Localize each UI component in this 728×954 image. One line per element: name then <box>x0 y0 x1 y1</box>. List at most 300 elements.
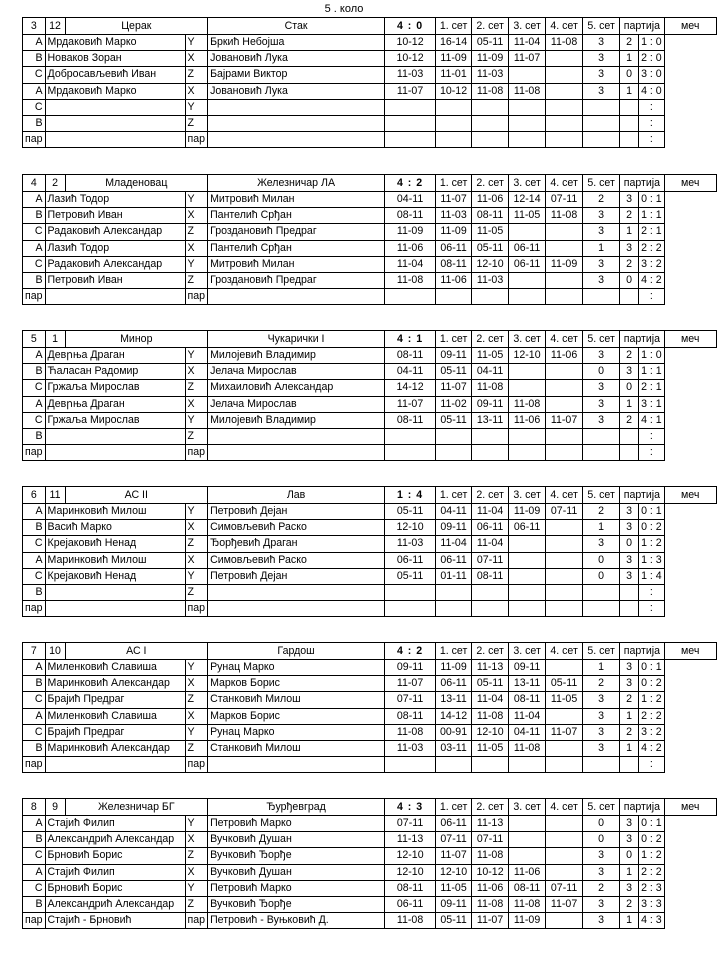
home-player: Ћаласан Радомир <box>45 364 185 380</box>
set-score: 11-08 <box>472 848 509 864</box>
home-position: C <box>23 724 46 740</box>
match-table <box>22 330 717 461</box>
set-score <box>385 601 436 617</box>
set-header: 1. сет <box>436 18 472 35</box>
set-score: 05-11 <box>385 504 436 520</box>
match-number: 7 <box>23 643 46 660</box>
home-player: Васић Марко <box>45 520 185 536</box>
set-score <box>546 757 583 773</box>
away-player: Јовановић Лука <box>208 51 385 67</box>
partija-away: 2 <box>620 412 639 428</box>
set-score: 05-11 <box>436 364 472 380</box>
set-score: 13-11 <box>472 412 509 428</box>
set-header: 5. сет <box>583 487 620 504</box>
home-player: Новаков Зоран <box>45 51 185 67</box>
home-player: Александрић Александар <box>45 896 185 912</box>
away-player: Вучковић Душан <box>208 864 385 880</box>
set-score: 06-11 <box>436 552 472 568</box>
home-player: Брновић Борис <box>45 880 185 896</box>
table-number: 12 <box>45 18 65 35</box>
match-number: 3 <box>23 18 46 35</box>
set-score <box>509 132 546 148</box>
partija-away: 3 <box>620 364 639 380</box>
partija-away <box>620 99 639 115</box>
home-position: A <box>23 504 46 520</box>
set-score: 11-05 <box>436 880 472 896</box>
away-player: Ђорђевић Драган <box>208 536 385 552</box>
set-score: 11-07 <box>385 396 436 412</box>
set-score: 11-08 <box>472 83 509 99</box>
set-header: 3. сет <box>509 643 546 660</box>
partija-away: 0 <box>620 536 639 552</box>
set-score: 11-06 <box>546 348 583 364</box>
mec-running-score: : <box>639 757 665 773</box>
home-position: B <box>23 428 46 444</box>
set-score: 11-08 <box>385 724 436 740</box>
set-score <box>509 568 546 584</box>
set-header: 1. сет <box>436 643 472 660</box>
set-score: 11-09 <box>509 913 546 929</box>
home-player <box>45 445 185 461</box>
partija-header: партија <box>620 487 665 504</box>
home-position: пар <box>23 445 46 461</box>
home-position: A <box>23 660 46 676</box>
mec-running-score: 0 : 1 <box>639 660 665 676</box>
mec-running-score: 0 : 2 <box>639 520 665 536</box>
game-row <box>23 504 717 520</box>
set-score: 10-12 <box>385 35 436 51</box>
partija-header: партија <box>620 331 665 348</box>
set-header: 2. сет <box>472 643 509 660</box>
partija-away: 3 <box>620 832 639 848</box>
set-score <box>546 99 583 115</box>
match-table <box>22 642 717 773</box>
set-score: 09-11 <box>436 520 472 536</box>
away-position: X <box>185 864 208 880</box>
away-player <box>208 289 385 305</box>
table-number: 10 <box>45 643 65 660</box>
game-row <box>23 67 717 83</box>
away-position: X <box>185 208 208 224</box>
set-score: 11-08 <box>385 913 436 929</box>
away-player: Бркић Небојша <box>208 35 385 51</box>
set-score <box>385 289 436 305</box>
away-player <box>208 428 385 444</box>
set-score: 09-11 <box>385 660 436 676</box>
home-player <box>45 428 185 444</box>
away-team-name: Ђурђевград <box>208 799 385 816</box>
away-player <box>208 757 385 773</box>
home-position: B <box>23 832 46 848</box>
home-player <box>45 757 185 773</box>
game-row <box>23 412 717 428</box>
set-score: 08-11 <box>509 692 546 708</box>
mec-running-score: 1 : 1 <box>639 208 665 224</box>
set-score: 11-03 <box>472 67 509 83</box>
home-player: Мрдаковић Марко <box>45 35 185 51</box>
partija-home: 0 <box>583 364 620 380</box>
away-player: Петровић Марко <box>208 880 385 896</box>
match-number: 6 <box>23 487 46 504</box>
mec-running-score: 1 : 0 <box>639 348 665 364</box>
set-header: 2. сет <box>472 799 509 816</box>
set-score <box>472 289 509 305</box>
partija-home: 0 <box>583 568 620 584</box>
home-position: A <box>23 35 46 51</box>
mec-running-score: 2 : 1 <box>639 380 665 396</box>
set-score <box>385 99 436 115</box>
set-score: 11-08 <box>509 396 546 412</box>
mec-running-score: 3 : 3 <box>639 896 665 912</box>
set-score: 11-08 <box>385 272 436 288</box>
mec-header: меч <box>664 643 716 660</box>
partija-home: 3 <box>583 740 620 756</box>
mec-running-score: 1 : 3 <box>639 552 665 568</box>
away-position: Y <box>185 35 208 51</box>
set-score <box>546 115 583 131</box>
set-score <box>509 67 546 83</box>
partija-home: 3 <box>583 348 620 364</box>
game-row <box>23 880 717 896</box>
home-position: C <box>23 224 46 240</box>
set-score: 09-11 <box>509 660 546 676</box>
match-table <box>22 174 717 305</box>
home-position: C <box>23 412 46 428</box>
away-position: X <box>185 364 208 380</box>
set-score <box>509 552 546 568</box>
away-player: Петровић - Вуњковић Д. <box>208 913 385 929</box>
game-row <box>23 896 717 912</box>
partija-away: 2 <box>620 256 639 272</box>
set-score: 04-11 <box>385 192 436 208</box>
home-player: Брајић Предраг <box>45 724 185 740</box>
away-position: пар <box>185 445 208 461</box>
mec-header: меч <box>664 18 716 35</box>
set-score: 08-11 <box>385 348 436 364</box>
away-player: Симовљевић Раско <box>208 552 385 568</box>
mec-running-score: 1 : 2 <box>639 848 665 864</box>
set-score <box>509 364 546 380</box>
match-score: 4 : 0 <box>385 18 436 35</box>
game-row <box>23 568 717 584</box>
home-player: Крејаковић Ненад <box>45 568 185 584</box>
away-player: Станковић Милош <box>208 692 385 708</box>
partija-home: 0 <box>583 552 620 568</box>
away-position: Z <box>185 740 208 756</box>
mec-running-score: 1 : 4 <box>639 568 665 584</box>
set-score: 01-11 <box>436 568 472 584</box>
partija-home: 3 <box>583 208 620 224</box>
home-player <box>45 115 185 131</box>
home-player: Маринковић Милош <box>45 552 185 568</box>
away-position: пар <box>185 601 208 617</box>
partija-home: 3 <box>583 724 620 740</box>
away-position: X <box>185 676 208 692</box>
partija-away: 3 <box>620 568 639 584</box>
home-position: B <box>23 51 46 67</box>
away-position: Y <box>185 660 208 676</box>
set-score <box>385 757 436 773</box>
set-score: 05-11 <box>472 676 509 692</box>
set-score: 04-11 <box>472 364 509 380</box>
home-position: пар <box>23 601 46 617</box>
away-position: Z <box>185 692 208 708</box>
set-score <box>436 445 472 461</box>
set-score <box>385 445 436 461</box>
partija-home <box>583 289 620 305</box>
game-row <box>23 348 717 364</box>
partija-header: партија <box>620 175 665 192</box>
set-score <box>509 601 546 617</box>
set-score <box>509 757 546 773</box>
game-row <box>23 51 717 67</box>
away-player: Јелача Мирослав <box>208 364 385 380</box>
away-position: Z <box>185 380 208 396</box>
mec-running-score: 4 : 1 <box>639 412 665 428</box>
set-score <box>509 584 546 600</box>
partija-home <box>583 584 620 600</box>
away-player <box>208 445 385 461</box>
set-score <box>385 115 436 131</box>
set-score <box>546 224 583 240</box>
partija-away: 2 <box>620 692 639 708</box>
home-team-name: Железничар БГ <box>65 799 208 816</box>
match-score: 4 : 3 <box>385 799 436 816</box>
game-row <box>23 35 717 51</box>
set-score <box>472 99 509 115</box>
partija-home: 3 <box>583 51 620 67</box>
mec-running-score: 1 : 2 <box>639 536 665 552</box>
set-score: 11-04 <box>472 504 509 520</box>
partija-home: 3 <box>583 83 620 99</box>
set-score: 04-11 <box>436 504 472 520</box>
mec-running-score: 3 : 2 <box>639 256 665 272</box>
match-table <box>22 798 717 929</box>
set-score <box>472 115 509 131</box>
set-score <box>546 584 583 600</box>
partija-away: 1 <box>620 708 639 724</box>
home-position: B <box>23 676 46 692</box>
match-header-row <box>23 18 717 35</box>
partija-away: 1 <box>620 224 639 240</box>
game-row <box>23 660 717 676</box>
set-score: 08-11 <box>509 880 546 896</box>
set-score: 11-06 <box>509 412 546 428</box>
set-score: 11-08 <box>509 896 546 912</box>
mec-running-score: 3 : 2 <box>639 724 665 740</box>
game-row <box>23 676 717 692</box>
partija-away <box>620 584 639 600</box>
set-header: 1. сет <box>436 799 472 816</box>
away-player: Марков Борис <box>208 676 385 692</box>
home-player: Стајић Филип <box>45 864 185 880</box>
set-score: 07-11 <box>472 832 509 848</box>
set-score <box>436 289 472 305</box>
set-score: 08-11 <box>436 256 472 272</box>
partija-away: 3 <box>620 520 639 536</box>
set-score <box>546 536 583 552</box>
partija-home: 1 <box>583 660 620 676</box>
set-score: 06-11 <box>509 256 546 272</box>
match-number: 4 <box>23 175 46 192</box>
set-score: 08-11 <box>385 208 436 224</box>
partija-away: 1 <box>620 864 639 880</box>
partija-away <box>620 132 639 148</box>
set-score: 12-10 <box>472 724 509 740</box>
home-player: Стајић Филип <box>45 816 185 832</box>
set-score: 11-05 <box>546 692 583 708</box>
home-player: Радаковић Александар <box>45 224 185 240</box>
mec-running-score: 2 : 1 <box>639 224 665 240</box>
mec-running-score: 4 : 2 <box>639 272 665 288</box>
mec-running-score: 2 : 3 <box>639 880 665 896</box>
set-score <box>546 51 583 67</box>
set-score: 11-05 <box>472 224 509 240</box>
game-row <box>23 289 717 305</box>
set-header: 5. сет <box>583 331 620 348</box>
set-score <box>546 816 583 832</box>
partija-away: 2 <box>620 724 639 740</box>
set-score: 11-04 <box>436 536 472 552</box>
home-player: Мрдаковић Марко <box>45 83 185 99</box>
partija-home <box>583 757 620 773</box>
partija-away: 1 <box>620 740 639 756</box>
set-score <box>509 428 546 444</box>
home-position: пар <box>23 757 46 773</box>
set-score: 11-09 <box>546 256 583 272</box>
partija-away: 1 <box>620 396 639 412</box>
set-score: 11-04 <box>472 692 509 708</box>
home-position: C <box>23 380 46 396</box>
set-header: 1. сет <box>436 487 472 504</box>
partija-away: 3 <box>620 552 639 568</box>
set-score: 06-11 <box>509 240 546 256</box>
set-score: 09-11 <box>436 348 472 364</box>
set-score: 14-12 <box>436 708 472 724</box>
away-team-name: Железничар ЛА <box>208 175 385 192</box>
set-score: 11-08 <box>472 380 509 396</box>
away-player: Станковић Милош <box>208 740 385 756</box>
set-score: 11-09 <box>509 504 546 520</box>
set-score: 04-11 <box>509 724 546 740</box>
away-player: Петровић Дејан <box>208 568 385 584</box>
set-score: 12-10 <box>509 348 546 364</box>
away-player: Марков Борис <box>208 708 385 724</box>
set-score: 11-07 <box>436 380 472 396</box>
partija-away: 2 <box>620 896 639 912</box>
set-score: 11-08 <box>472 708 509 724</box>
away-position: Z <box>185 848 208 864</box>
set-score <box>546 445 583 461</box>
set-score <box>546 864 583 880</box>
game-row <box>23 445 717 461</box>
set-score: 07-11 <box>546 192 583 208</box>
partija-home: 3 <box>583 864 620 880</box>
away-position: Y <box>185 724 208 740</box>
game-row <box>23 520 717 536</box>
away-position: Y <box>185 504 208 520</box>
home-player <box>45 132 185 148</box>
set-score <box>509 99 546 115</box>
set-header: 1. сет <box>436 175 472 192</box>
game-row <box>23 584 717 600</box>
home-player: Петровић Иван <box>45 272 185 288</box>
set-score: 11-07 <box>385 83 436 99</box>
set-header: 2. сет <box>472 175 509 192</box>
set-score: 03-11 <box>436 740 472 756</box>
partija-home: 3 <box>583 35 620 51</box>
set-score: 11-07 <box>546 412 583 428</box>
partija-home: 3 <box>583 896 620 912</box>
away-position: X <box>185 832 208 848</box>
away-position: X <box>185 520 208 536</box>
away-position: X <box>185 552 208 568</box>
away-player <box>208 132 385 148</box>
set-score <box>546 660 583 676</box>
home-position: C <box>23 692 46 708</box>
away-position: пар <box>185 132 208 148</box>
game-row <box>23 601 717 617</box>
home-player: Брајић Предраг <box>45 692 185 708</box>
away-position: Y <box>185 99 208 115</box>
set-score: 06-11 <box>385 896 436 912</box>
mec-running-score: : <box>639 99 665 115</box>
set-header: 3. сет <box>509 18 546 35</box>
away-position: Z <box>185 536 208 552</box>
match-number: 5 <box>23 331 46 348</box>
set-score <box>436 428 472 444</box>
set-score <box>385 428 436 444</box>
home-player: Лазић Тодор <box>45 240 185 256</box>
set-score <box>509 115 546 131</box>
match-score: 4 : 2 <box>385 643 436 660</box>
set-score: 11-07 <box>385 676 436 692</box>
set-score <box>436 584 472 600</box>
away-position: Z <box>185 896 208 912</box>
partija-away: 3 <box>620 660 639 676</box>
home-position: B <box>23 584 46 600</box>
away-player: Милојевић Владимир <box>208 348 385 364</box>
home-position: B <box>23 896 46 912</box>
match-header-row <box>23 487 717 504</box>
partija-away: 0 <box>620 848 639 864</box>
set-score: 07-11 <box>546 504 583 520</box>
set-score: 11-02 <box>436 396 472 412</box>
away-player: Петровић Марко <box>208 816 385 832</box>
set-score <box>509 380 546 396</box>
away-player: Митровић Милан <box>208 256 385 272</box>
mec-running-score: 2 : 2 <box>639 708 665 724</box>
away-player <box>208 115 385 131</box>
partija-home: 2 <box>583 880 620 896</box>
set-header: 4. сет <box>546 175 583 192</box>
set-score: 11-04 <box>385 256 436 272</box>
home-player: Александрић Александар <box>45 832 185 848</box>
set-score: 05-11 <box>472 240 509 256</box>
mec-running-score: : <box>639 601 665 617</box>
set-score: 11-07 <box>436 848 472 864</box>
set-score: 14-12 <box>385 380 436 396</box>
home-player: Стајић - Брновић <box>45 913 185 929</box>
mec-running-score: : <box>639 584 665 600</box>
set-score: 05-11 <box>472 35 509 51</box>
set-score: 06-11 <box>509 520 546 536</box>
set-header: 4. сет <box>546 331 583 348</box>
set-score <box>546 289 583 305</box>
set-score: 12-10 <box>436 864 472 880</box>
partija-home <box>583 132 620 148</box>
partija-away: 0 <box>620 380 639 396</box>
